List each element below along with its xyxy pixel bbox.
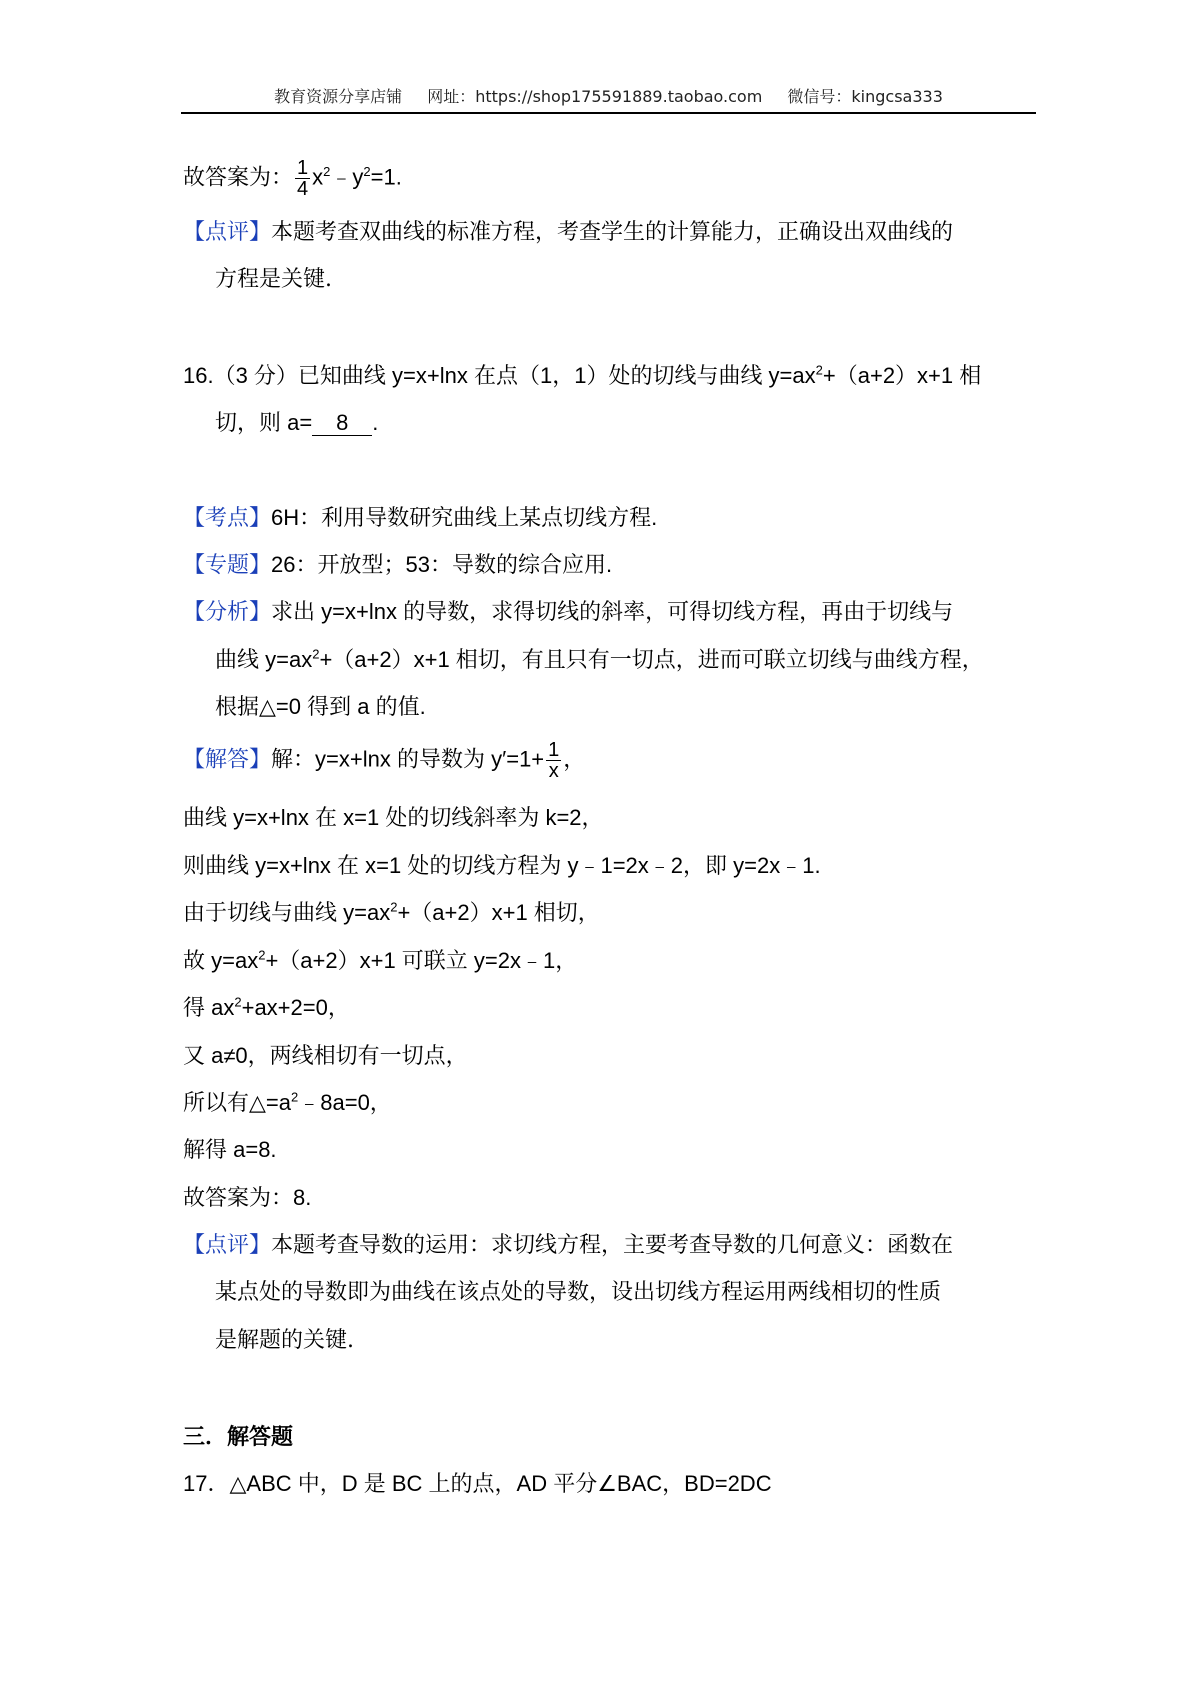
fenxi-line1: [183, 597, 953, 627]
solution-line10: 故答案为：8.: [183, 1185, 312, 1210]
solution-line5b: +（a+2）x+1 可联立 y=2x﹣1，: [265, 948, 578, 973]
fenxi-text2b: +（a+2）x+1 相切，有且只有一切点，进而可联立切线与曲线方程，: [319, 647, 984, 672]
solution-line2: 曲线 y=x+lnx 在 x=1 处的切线斜率为 k=2，: [183, 805, 604, 830]
jieda-tag: 解答: [205, 746, 250, 772]
prev-review-line2: 方程是关键.: [215, 267, 332, 292]
solution-line3: 则曲线 y=x+lnx 在 x=1 处的切线方程为 y﹣1=2x﹣2，即 y=2x﹣1.: [183, 853, 821, 878]
section-title: 三．解答题: [183, 1424, 294, 1450]
jieda-text1b: ，: [563, 746, 586, 772]
solution-line6b: +ax+2=0，: [241, 995, 350, 1020]
review2-tag: 点评: [205, 1233, 250, 1258]
prev-answer-fraction: [295, 158, 310, 199]
fenxi-line3: 根据△=0 得到 a 的值.: [215, 694, 426, 719]
superscript: 2: [323, 163, 331, 179]
solution-line5: [183, 946, 577, 976]
header-wechat: 微信号：kingcsa333: [787, 87, 943, 106]
page-header: [181, 84, 1036, 107]
jieda-text1a: 解：y=x+lnx 的导数为 y′=1+: [271, 746, 545, 772]
solution-line4a: 由于切线与曲线 y=ax: [183, 900, 391, 925]
kaodian-tag: 考点: [205, 505, 250, 530]
review2-line1: [183, 1231, 953, 1261]
prev-answer-line: [183, 158, 402, 199]
bracket-open: 【: [183, 746, 206, 772]
kaodian-text: 6H：利用导数研究曲线上某点切线方程.: [271, 505, 658, 530]
q16-line2-text: 切，则 a=: [215, 410, 313, 435]
prev-answer-prefix: 故答案为：: [183, 165, 294, 191]
bracket-open: 【: [183, 505, 206, 530]
zhuanti-text: 26：开放型；53：导数的综合应用.: [271, 552, 613, 577]
review-tag: 点评: [205, 220, 250, 245]
derivative-fraction: [546, 740, 561, 781]
header-divider: [181, 112, 1036, 114]
bracket-close: 】: [249, 552, 272, 577]
q16-line2: [215, 408, 378, 438]
bracket-close: 】: [249, 1233, 272, 1258]
bracket-open: 【: [183, 552, 206, 577]
review2-line3: 是解题的关键.: [215, 1328, 354, 1353]
bracket-close: 】: [249, 505, 272, 530]
superscript: 2: [390, 899, 398, 915]
solution-line6: [183, 993, 350, 1023]
frac-denominator: x: [548, 760, 559, 782]
bracket-close: 】: [249, 746, 272, 772]
prev-answer-eq: =1.: [370, 164, 402, 190]
q16-answer-blank: 8: [312, 411, 372, 436]
solution-line8a: 所以有△=a: [183, 1090, 292, 1115]
solution-line4b: +（a+2）x+1 相切，: [397, 900, 600, 925]
solution-line8b: ﹣8a=0，: [298, 1090, 392, 1115]
frac-numerator: 1: [297, 157, 309, 179]
superscript: 2: [815, 362, 823, 378]
zhuanti-line: [183, 550, 612, 580]
prev-review-line1: [183, 218, 953, 248]
review2-line2: 某点处的导数即为曲线在该点处的导数，设出切线方程运用两线相切的性质: [215, 1280, 942, 1305]
prev-answer-y: ﹣y: [330, 164, 364, 190]
solution-line8: [183, 1088, 392, 1118]
superscript: 2: [312, 646, 320, 662]
fenxi-text2a: 曲线 y=ax: [215, 647, 313, 672]
solution-line9: 解得 a=8.: [183, 1137, 277, 1162]
q17-line: 17．△ABC 中，D 是 BC 上的点，AD 平分∠BAC，BD=2DC: [183, 1471, 772, 1496]
q16-line2-end: .: [372, 410, 379, 435]
header-shop: 教育资源分享店铺: [274, 87, 403, 106]
jieda-line1: [183, 740, 585, 781]
review2-text1: 本题考查导数的运用：求切线方程，主要考查导数的几何意义：函数在: [271, 1233, 954, 1258]
frac-denominator: 4: [297, 178, 309, 200]
bracket-open: 【: [183, 1233, 206, 1258]
bracket-close: 】: [249, 599, 272, 624]
bracket-close: 】: [249, 220, 272, 245]
solution-line5a: 故 y=ax: [183, 948, 259, 973]
superscript: 2: [291, 1089, 299, 1105]
q16-text-b: +（a+2）x+1 相: [822, 363, 982, 388]
header-url: 网址：https://shop175591889.taobao.com: [427, 87, 763, 106]
bracket-open: 【: [183, 599, 206, 624]
fenxi-tag: 分析: [205, 599, 250, 624]
kaodian-line: [183, 503, 657, 533]
zhuanti-tag: 专题: [205, 552, 250, 577]
superscript: 2: [258, 947, 266, 963]
superscript: 2: [363, 163, 371, 179]
solution-line7: 又 a≠0，两线相切有一切点，: [183, 1043, 468, 1068]
prev-review-text1: 本题考查双曲线的标准方程，考查学生的计算能力，正确设出双曲线的: [271, 220, 954, 245]
frac-numerator: 1: [548, 739, 560, 761]
solution-line4: [183, 898, 600, 928]
prev-answer-x: x: [312, 164, 324, 190]
q16-line1: [183, 361, 981, 391]
bracket-open: 【: [183, 220, 206, 245]
fenxi-text1: 求出 y=x+lnx 的导数，求得切线的斜率，可得切线方程，再由于切线与: [271, 599, 954, 624]
fenxi-line2: [215, 645, 984, 675]
solution-line6a: 得 ax: [183, 995, 235, 1020]
q16-text-a: 16.（3 分）已知曲线 y=x+lnx 在点（1，1）处的切线与曲线 y=ax: [183, 363, 816, 388]
superscript: 2: [234, 994, 242, 1010]
